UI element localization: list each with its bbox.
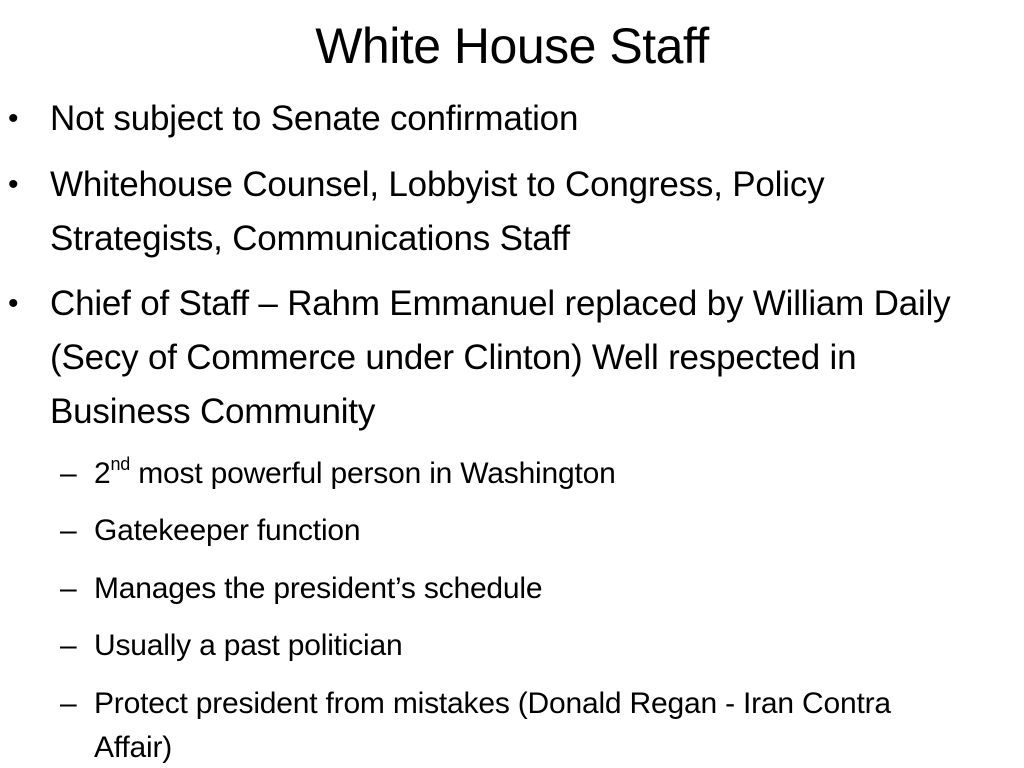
sub-marker: – bbox=[60, 457, 77, 490]
slide-title: White House Staff bbox=[315, 18, 709, 74]
bullet-text: Chief of Staff – Rahm Emmanuel replaced by William Daily (Secy of Commerce under Clinton) Well respected in Business Community bbox=[50, 284, 951, 431]
bullet-item bbox=[8, 277, 980, 439]
sub-marker: – bbox=[60, 514, 77, 547]
sub-text: Usually a past politician bbox=[94, 629, 403, 662]
sub-item bbox=[60, 624, 974, 668]
bullet-item bbox=[8, 158, 980, 266]
bullet-marker: • bbox=[8, 287, 19, 320]
bullet-text: Not subject to Senate confirmation bbox=[50, 99, 579, 138]
sub-text: Manages the president’s schedule bbox=[94, 572, 543, 605]
sub-text: Protect president from mistakes (Donald Regan - Iran Contra Affair) bbox=[94, 687, 891, 764]
sub-marker: – bbox=[60, 687, 77, 720]
sub-text-number: 2 bbox=[94, 457, 111, 490]
bullet-text: Whitehouse Counsel, Lobbyist to Congress, Policy Strategists, Communications Staff bbox=[50, 165, 825, 258]
bullet-item bbox=[8, 92, 980, 146]
sub-item bbox=[60, 682, 974, 768]
sub-marker: – bbox=[60, 629, 77, 662]
sub-item bbox=[60, 567, 974, 611]
bullet-marker: • bbox=[8, 102, 19, 135]
bullet-marker: • bbox=[8, 168, 19, 201]
sub-text: Gatekeeper function bbox=[94, 514, 361, 547]
sub-item bbox=[60, 509, 974, 553]
sub-item bbox=[60, 452, 974, 496]
sub-marker: – bbox=[60, 572, 77, 605]
sub-text: most powerful person in Washington bbox=[130, 457, 616, 490]
ordinal-suffix: nd bbox=[110, 454, 131, 474]
